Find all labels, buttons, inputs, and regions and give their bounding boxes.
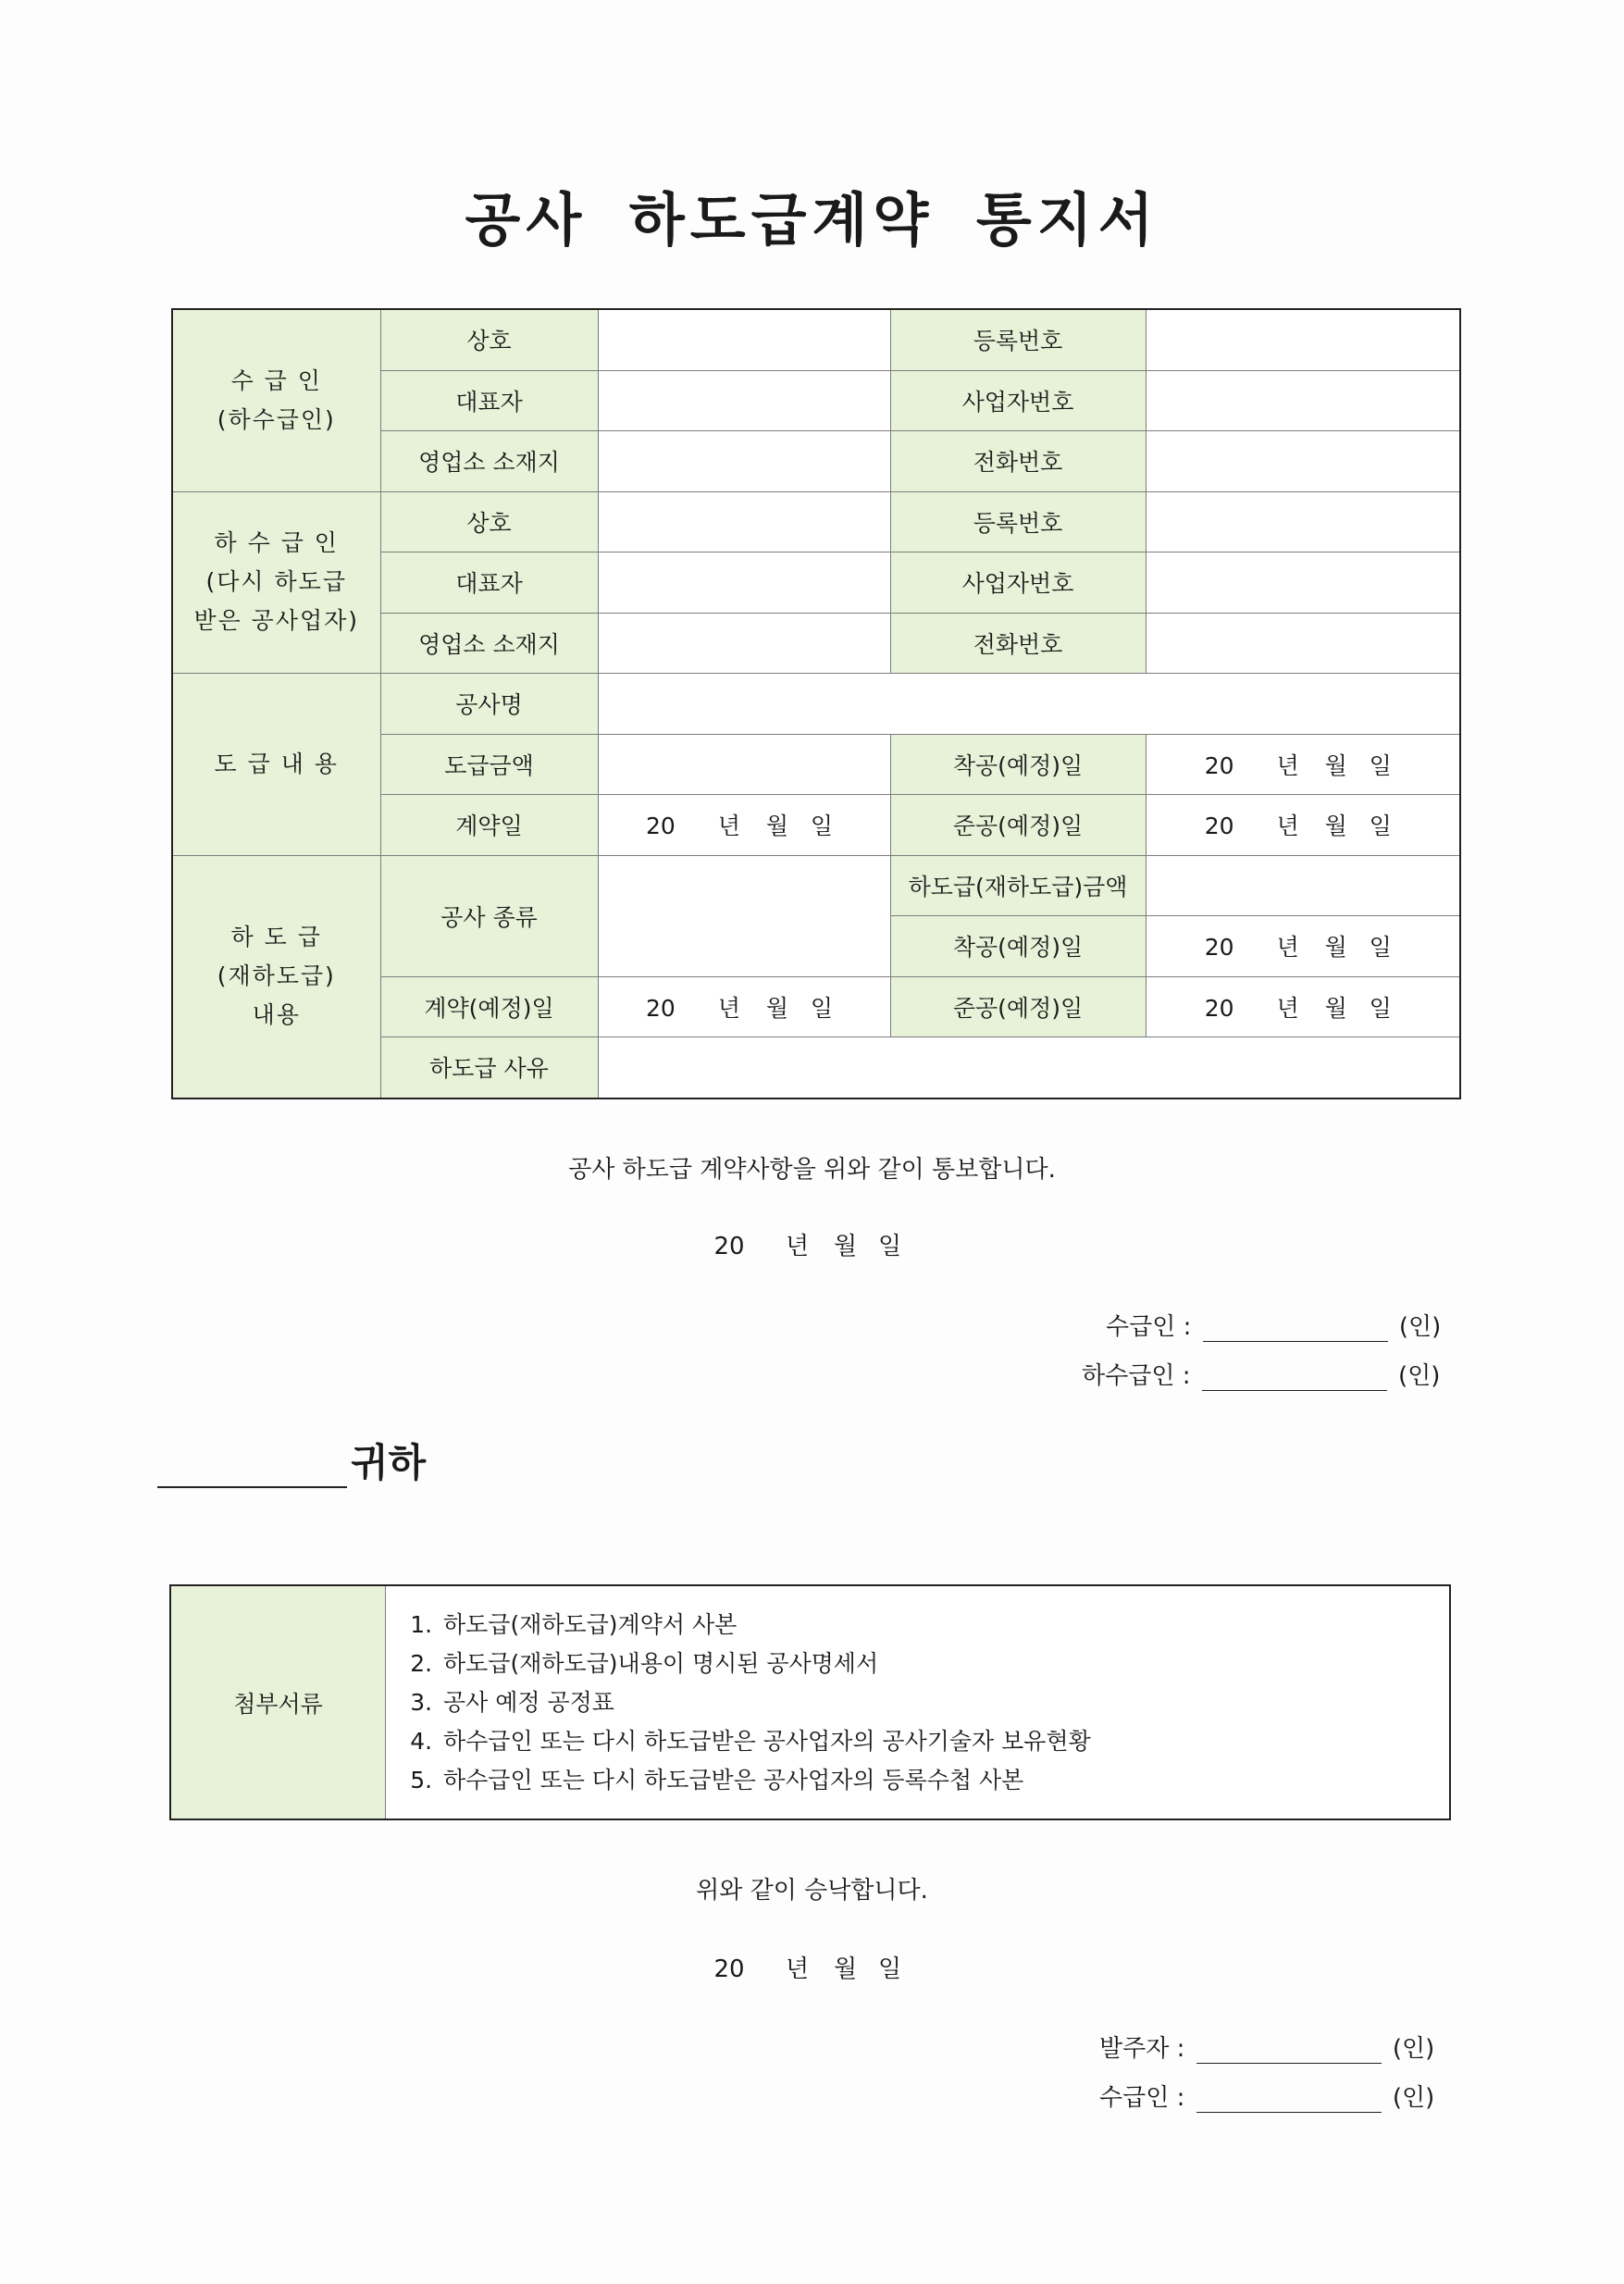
attachment-item: 1. 하도급(재하도급)계약서 사본 <box>440 1606 1448 1645</box>
recipient-name-field[interactable] <box>157 1446 347 1488</box>
recipient-line <box>157 1433 426 1488</box>
seal-mark: (인) <box>1398 1313 1442 1341</box>
contractor-representative-field[interactable] <box>598 370 890 431</box>
contract-amount-field[interactable] <box>598 734 890 795</box>
contract-completion-date-field[interactable]: 20 년 월 일 <box>1146 795 1460 856</box>
attachment-item: 3. 공사 예정 공정표 <box>440 1683 1448 1722</box>
contractor-address-field[interactable] <box>598 431 890 492</box>
subcontractor-signature-label: 하수급인 : <box>1082 1362 1191 1390</box>
label-completion-date: 준공(예정)일 <box>890 795 1146 856</box>
page-title: 공사 하도급계약 통지서 <box>465 186 1159 254</box>
subcontractor-reg-no-field[interactable] <box>1146 491 1460 552</box>
label-phone: 전화번호 <box>890 613 1146 674</box>
label-reg-no: 등록번호 <box>890 309 1146 370</box>
label-address: 영업소 소재지 <box>380 431 598 492</box>
group-contractor <box>172 309 380 491</box>
label-start-date: 착공(예정)일 <box>890 734 1146 795</box>
contractor-approval-signature-line <box>1099 2079 1434 2113</box>
orderer-signature-label: 발주자 : <box>1099 2035 1185 2063</box>
group-subcontractor-line3: 받은 공사업자) <box>193 607 360 635</box>
contractor-approval-signature-label: 수급인 : <box>1099 2084 1185 2112</box>
subcontractor-biz-no-field[interactable] <box>1146 552 1460 614</box>
label-company: 상호 <box>380 309 598 370</box>
approval-date: 20 년 월 일 <box>713 1955 902 1983</box>
contractor-company-field[interactable] <box>598 309 890 370</box>
contractor-approval-signature-field[interactable] <box>1196 2086 1382 2113</box>
contract-start-date-field[interactable]: 20 년 월 일 <box>1146 734 1460 795</box>
recipient-suffix: 귀하 <box>351 1440 427 1485</box>
label-representative: 대표자 <box>380 370 598 431</box>
sub-amount-field[interactable] <box>1146 855 1460 916</box>
attachment-item: 2. 하도급(재하도급)내용이 명시된 공사명세서 <box>440 1645 1448 1683</box>
label-planned-contract-date: 계약(예정)일 <box>380 976 598 1037</box>
label-address: 영업소 소재지 <box>380 613 598 674</box>
group-contractor-line1: 수 급 인 <box>230 366 322 394</box>
group-subcontract-details-line3: 내용 <box>252 1001 301 1028</box>
label-contract-date: 계약일 <box>380 795 598 856</box>
sub-reason-field[interactable] <box>598 1037 1460 1099</box>
group-subcontract-details <box>172 855 380 1099</box>
seal-mark: (인) <box>1392 2084 1435 2112</box>
contractor-signature-line <box>1106 1308 1441 1342</box>
label-reg-no: 등록번호 <box>890 491 1146 552</box>
orderer-signature-line <box>1099 2030 1434 2064</box>
attachment-item: 5. 하수급인 또는 다시 하도급받은 공사업자의 등록수첩 사본 <box>440 1761 1448 1800</box>
label-representative: 대표자 <box>380 552 598 614</box>
contractor-signature-field[interactable] <box>1203 1315 1388 1342</box>
notice-date: 20 년 월 일 <box>713 1233 902 1260</box>
contractor-reg-no-field[interactable] <box>1146 309 1460 370</box>
subcontractor-signature-line <box>1082 1357 1440 1391</box>
attachments-list-cell <box>386 1585 1451 1819</box>
label-biz-no: 사업자번호 <box>890 552 1146 614</box>
group-subcontractor <box>172 491 380 674</box>
subcontractor-signature-field[interactable] <box>1202 1364 1387 1391</box>
contractor-biz-no-field[interactable] <box>1146 370 1460 431</box>
attachments-label: 첨부서류 <box>170 1585 386 1819</box>
label-phone: 전화번호 <box>890 431 1146 492</box>
notice-text: 공사 하도급 계약사항을 위와 같이 통보합니다. <box>568 1156 1056 1184</box>
subcontractor-phone-field[interactable] <box>1146 613 1460 674</box>
label-biz-no: 사업자번호 <box>890 370 1146 431</box>
label-work-type: 공사 종류 <box>380 855 598 976</box>
label-sub-reason: 하도급 사유 <box>380 1037 598 1099</box>
subcontractor-address-field[interactable] <box>598 613 890 674</box>
seal-mark: (인) <box>1398 1362 1441 1390</box>
label-start-date: 착공(예정)일 <box>890 916 1146 977</box>
group-contractor-line2: (하수급인) <box>217 405 336 433</box>
attachments-table <box>169 1584 1451 1820</box>
group-contract-details-line1: 도 급 내 용 <box>214 750 339 777</box>
label-completion-date: 준공(예정)일 <box>890 976 1146 1037</box>
sub-contract-date-field[interactable]: 20 년 월 일 <box>598 976 890 1037</box>
group-subcontract-details-line1: 하 도 급 <box>230 924 322 950</box>
group-subcontract-details-line2: (재하도급) <box>217 962 336 989</box>
subcontractor-company-field[interactable] <box>598 491 890 552</box>
group-subcontractor-line2: (다시 하도급 <box>205 568 347 596</box>
label-sub-amount: 하도급(재하도급)금액 <box>890 855 1146 916</box>
label-company: 상호 <box>380 491 598 552</box>
sub-start-date-field[interactable]: 20 년 월 일 <box>1146 916 1460 977</box>
contractor-signature-label: 수급인 : <box>1106 1313 1192 1341</box>
contract-notice-table <box>171 308 1461 1099</box>
orderer-signature-field[interactable] <box>1196 2037 1382 2064</box>
group-subcontractor-line1: 하 수 급 인 <box>214 529 339 557</box>
seal-mark: (인) <box>1392 2035 1435 2063</box>
attachment-item: 4. 하수급인 또는 다시 하도급받은 공사업자의 공사기술자 보유현황 <box>440 1722 1448 1761</box>
label-contract-amount: 도급금액 <box>380 734 598 795</box>
label-project-name: 공사명 <box>380 674 598 735</box>
sub-completion-date-field[interactable]: 20 년 월 일 <box>1146 976 1460 1037</box>
project-name-field[interactable] <box>598 674 1460 735</box>
group-contract-details <box>172 674 380 856</box>
work-type-field[interactable] <box>598 855 890 976</box>
approval-text: 위와 같이 승낙합니다. <box>696 1877 928 1905</box>
contractor-phone-field[interactable] <box>1146 431 1460 492</box>
contract-date-field[interactable]: 20 년 월 일 <box>598 795 890 856</box>
subcontractor-representative-field[interactable] <box>598 552 890 614</box>
attachments-list <box>412 1606 1448 1800</box>
